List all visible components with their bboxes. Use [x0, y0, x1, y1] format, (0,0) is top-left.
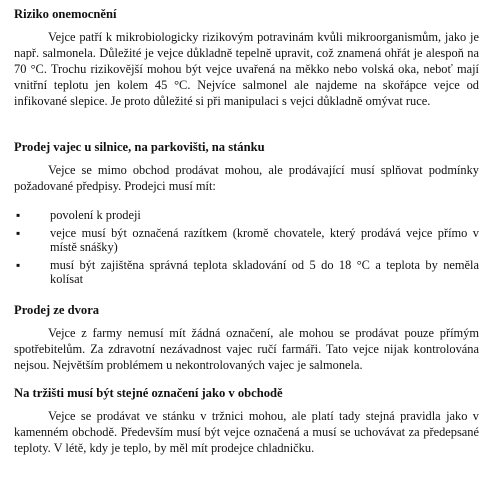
- section-heading-prodej-silnice: Prodej vajec u silnice, na parkovišti, na stánku: [14, 140, 265, 154]
- section-heading-prodej-dvora: Prodej ze dvora: [14, 303, 100, 317]
- list-item-text: povolení k prodeji: [50, 208, 141, 222]
- section-paragraph-prodej-silnice: Vejce se mimo obchod prodávat mohou, ale prodávající musí splňovat podmínky požadované předpisy. Prodejci musí mít:: [14, 163, 479, 193]
- requirements-list: [14, 208, 479, 286]
- list-item: [14, 208, 479, 222]
- list-item: [14, 226, 479, 254]
- section-paragraph-riziko: Vejce patří k mikrobiologicky rizikovým potravinám kvůli mikroorganismům, jako je např. salmonela. Důležité je vejce důkladně tepelně upravit, což znamená ohřát je alespoň na 70 °C. Trochu rizikovější mohou být vejce uvařená na měkko nebo volská oka, neboť mají vnitřní teplotu jen kolem 45 °C. Nejvíce salmonel ale najdeme na skořápce vejce od infikované slepice. Je proto důležité si při manipulaci s vejci důkladně omývat ruce.: [14, 30, 479, 108]
- list-item: [14, 258, 479, 286]
- list-item-text: musí být zajištěna správná teplota skladování od 5 do 18 °C a teplota by neměla kolísat: [50, 258, 479, 286]
- section-heading-trziste: Na tržišti musí být stejné označení jako v obchodě: [14, 386, 283, 400]
- list-item-text: vejce musí být označená razítkem (kromě chovatele, který prodává vejce přímo v místě snášky): [50, 226, 479, 254]
- bullet-icon: ▪: [16, 208, 21, 222]
- document-page: [14, 6, 479, 456]
- section-heading-riziko: Riziko onemocnění: [14, 7, 117, 21]
- section-paragraph-trziste: Vejce se prodávat ve stánku v tržnici mohou, ale platí tady stejná pravidla jako v kamenném obchodě. Především musí být vejce označená a musí se uchovávat za předepsané teploty. V létě, kdy je teplo, by měl mít prodejce chladničku.: [14, 409, 479, 455]
- bullet-icon: ▪: [16, 258, 21, 272]
- section-paragraph-prodej-dvora: Vejce z farmy nemusí mít žádná označení, ale mohou se prodávat pouze přímým spotřebitelům. Za zdravotní nezávadnost vajec ručí farmáři. Tato vejce nijak kontrolována nejsou. Největším problémem u nekontrolovaných vajec je salmonela.: [14, 326, 479, 372]
- bullet-icon: ▪: [16, 226, 21, 240]
